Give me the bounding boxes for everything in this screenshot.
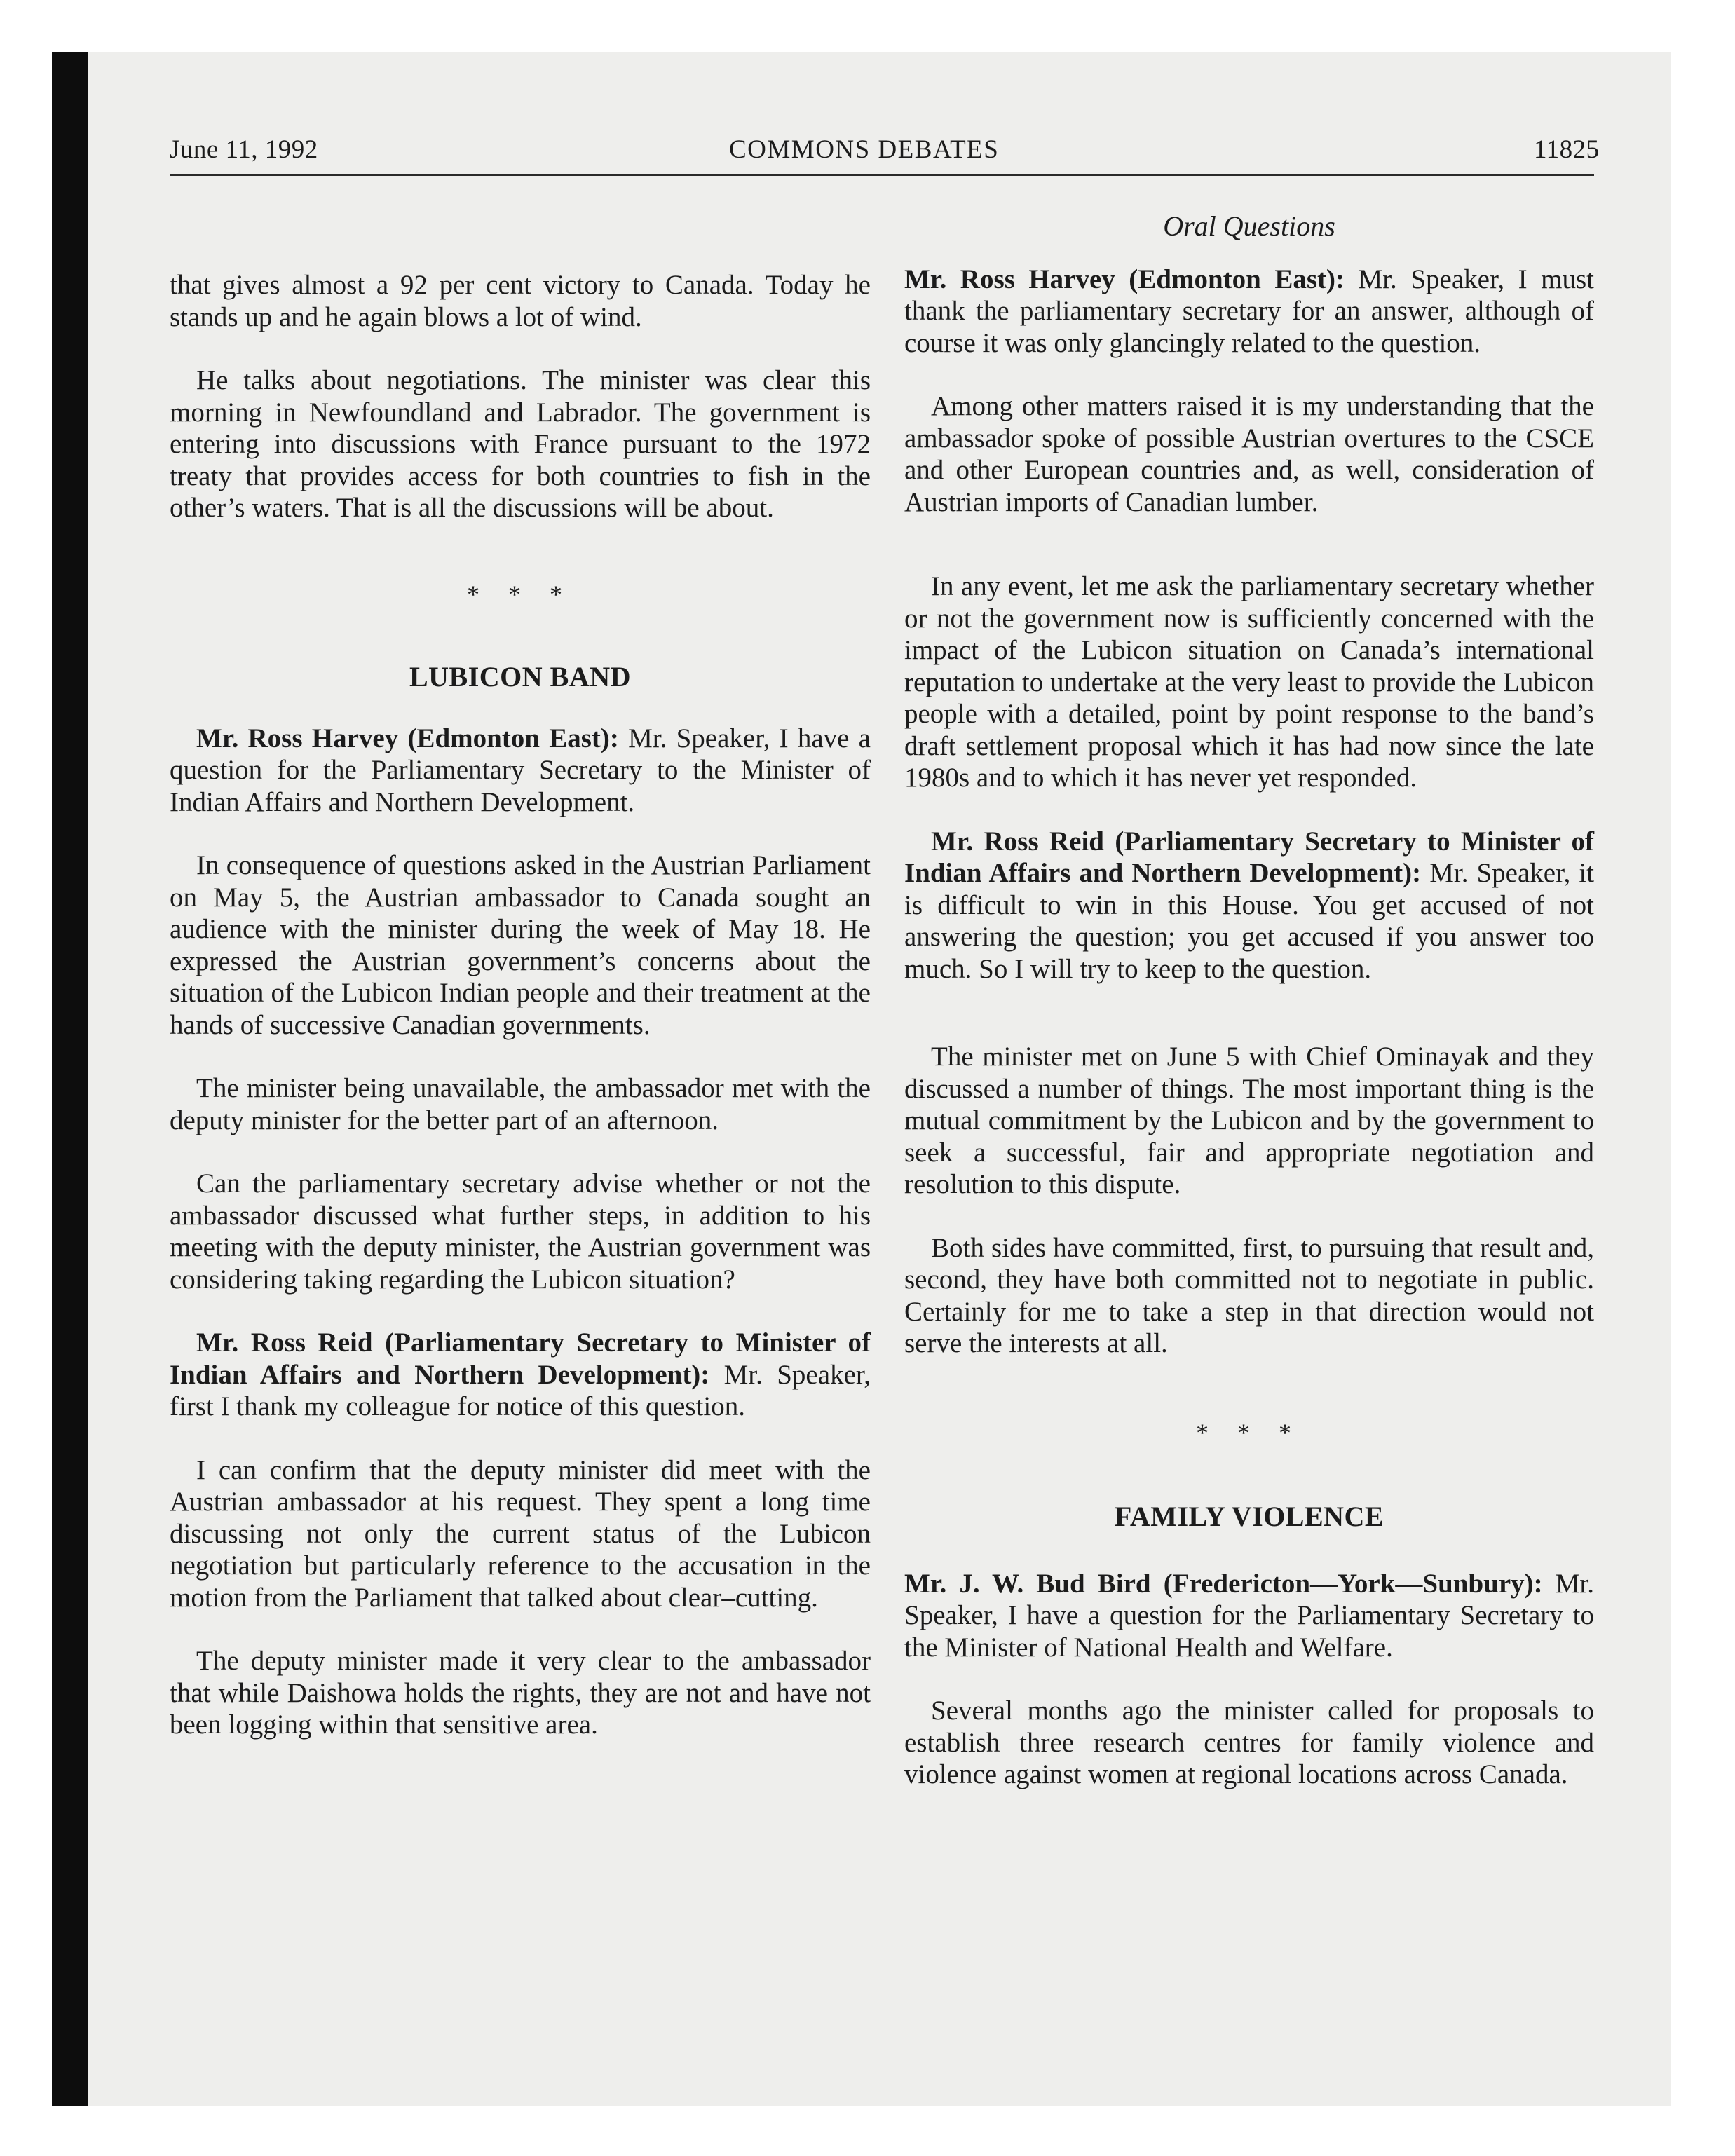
paragraph: Several months ago the minister called for proposals to establish three research centres for family violence and violence against women at regional locations across Canada. — [904, 1696, 1594, 1789]
speech-text: Mr. Speaker, I have a question for the Parliamentary Secretary to the Minister of Indian Affairs and Northern Development. — [170, 723, 871, 817]
left-column — [170, 269, 871, 1741]
right-column — [904, 210, 1594, 1791]
speaker-name: Mr. Ross Reid (Parliamentary Secretary to Minister of Indian Affairs and Northern Development): — [170, 1328, 871, 1390]
paragraph: that gives almost a 92 per cent victory to Canada. Today he stands up and he again blows a lot of wind. — [170, 270, 871, 332]
running-head: Oral Questions — [1163, 210, 1335, 242]
paragraph: I can confirm that the deputy minister did meet with the Austrian ambassador at his request. They spent a long time discussing not only the current status of the Lubicon negotiation but particularly reference to the accusation in the motion from the Parliament that talked about clear–cutting. — [170, 1454, 871, 1613]
paragraph: He talks about negotiations. The minister was clear this morning in Newfoundland and Labrador. The government is entering into discussions with France pursuant to the 1972 treaty that provides access for both countries to fish in the other’s waters. That is all the discussions will be about. — [170, 365, 871, 523]
speech-text: Mr. Speaker, it is difficult to win in this House. You get accused of not answering the question; you get accused if you answer too much. So I will try to keep to the question. — [904, 858, 1594, 984]
header-title: COMMONS DEBATES — [729, 135, 1000, 164]
speech-paragraph — [170, 723, 871, 819]
header-date: June 11, 1992 — [170, 135, 318, 164]
paragraph: In any event, let me ask the parliamentary secretary whether or not the government now is sufficiently concerned with the impact of the Lubicon situation on Canada’s international reputation to undertake at the very least to provide the Lubicon people with a detailed, point by point response to the band’s draft settlement proposal which it has had now since the late 1980s and to which it has never yet responded. — [904, 571, 1594, 793]
speech-text: Mr. Speaker, I have a question for the Parliamentary Secretary to the Minister of National Health and Welfare. — [904, 1568, 1594, 1663]
section-separator: * * * — [467, 580, 573, 608]
speech-text: Mr. Speaker, I must thank the parliamentary secretary for an answer, although of course it was only glancingly related to the question. — [904, 264, 1594, 358]
paragraph: Can the parliamentary secretary advise whether or not the ambassador discussed what further steps, in addition to his meeting with the deputy minister, the Austrian government was considering taking regarding the Lubicon situation? — [170, 1168, 871, 1295]
speaker-name: Mr. Ross Harvey (Edmonton East): — [196, 723, 619, 753]
speech-paragraph — [904, 1568, 1594, 1664]
speech-paragraph — [904, 826, 1594, 985]
speaker-name: Mr. Ross Reid (Parliamentary Secretary to Minister of Indian Affairs and Northern Development): — [904, 826, 1594, 888]
speech-text: Mr. Speaker, first I thank my colleague for notice of this question. — [170, 1359, 871, 1421]
speech-paragraph — [904, 264, 1594, 360]
section-heading: FAMILY VIOLENCE — [1114, 1501, 1384, 1532]
section-separator: * * * — [1196, 1418, 1302, 1447]
paragraph: Among other matters raised it is my understanding that the ambassador spoke of possible Austrian overtures to the CSCE and other European countries and, as well, consideration of Austrian imports of Canadian lumber. — [904, 391, 1594, 517]
header-rule — [170, 174, 1594, 176]
paragraph: In consequence of questions asked in the Austrian Parliament on May 5, the Austrian ambassador to Canada sought an audience with the minister during the week of May 18. He expressed the Austrian government’s concerns about the situation of the Lubicon Indian people and their treatment at the hands of successive Canadian governments. — [170, 850, 871, 1040]
speech-paragraph — [170, 1327, 871, 1423]
paragraph: Both sides have committed, first, to pursuing that result and, second, they have both committed not to negotiate in public. Certainly for me to take a step in that direction would not serve the interests at all. — [904, 1232, 1594, 1358]
section-heading: LUBICON BAND — [409, 661, 632, 692]
paragraph: The minister being unavailable, the ambassador met with the deputy minister for the better part of an afternoon. — [170, 1073, 871, 1135]
paragraph: The minister met on June 5 with Chief Ominayak and they discussed a number of things. The most important thing is the mutual commitment by the Lubicon and by the government to seek a successful, fair and appropriate negotiation and resolution to this dispute. — [904, 1042, 1594, 1199]
page-number: 11825 — [1534, 135, 1600, 164]
paragraph: The deputy minister made it very clear to the ambassador that while Daishowa holds the rights, they are not and have not been logging within that sensitive area. — [170, 1646, 871, 1740]
scan-edge-bar — [52, 52, 88, 2106]
speaker-name: Mr. J. W. Bud Bird (Fredericton—York—Sunbury): — [904, 1568, 1543, 1599]
speaker-name: Mr. Ross Harvey (Edmonton East): — [904, 264, 1345, 294]
